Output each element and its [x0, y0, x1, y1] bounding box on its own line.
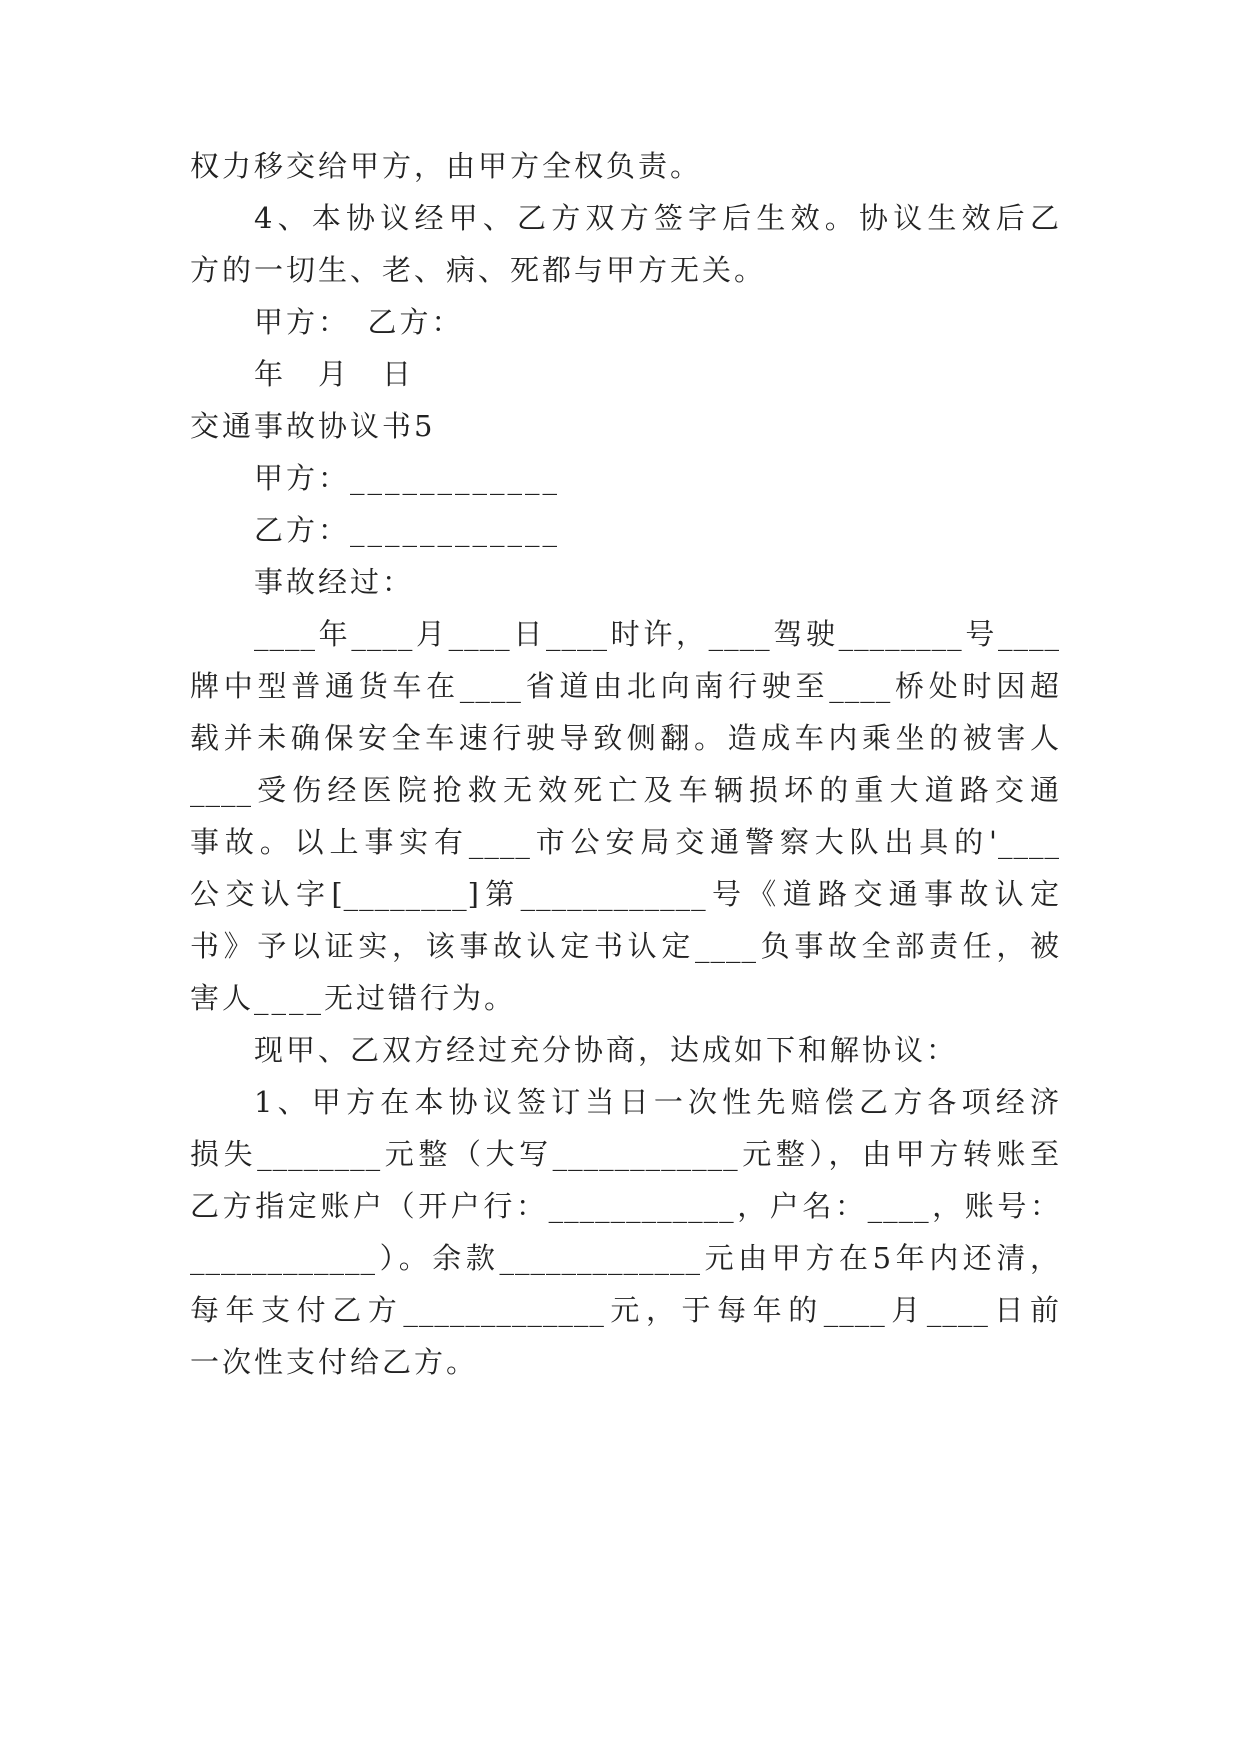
text-line-12: 载并未确保安全车速行驶导致侧翻。造成车内乘坐的被害人 [190, 721, 1060, 755]
date-line: 年 月 日 [254, 357, 415, 391]
text-line-3: 方的一切生、老、病、死都与甲方无关。 [190, 253, 767, 287]
accident-heading: 事故经过： [254, 565, 415, 599]
party-b-line: 乙方：____________ [254, 513, 561, 547]
text-line-10: ____年____月____日____时许，____驾驶________号____ [254, 617, 1060, 651]
text-line-13: ____受伤经医院抢救无效死亡及车辆损坏的重大道路交通 [190, 773, 1060, 807]
party-a-line: 甲方：____________ [254, 461, 561, 495]
text-line-1: 权力移交给甲方，由甲方全权负责。 [190, 149, 703, 183]
text-line-22: ____________）。余款_____________元由甲方在5年内还清， [190, 1241, 1060, 1275]
text-line-15: 公交认字[________]第____________号《道路交通事故认定 [190, 877, 1060, 911]
text-line-2: 4、本协议经甲、乙方双方签字后生效。协议生效后乙 [254, 201, 1060, 235]
text-line-11: 牌中型普通货车在____省道由北向南行驶至____桥处时因超 [190, 669, 1060, 703]
text-line-21: 乙方指定账户（开户行：____________，户名：____，账号： [190, 1189, 1060, 1223]
text-line-19: 1、甲方在本协议签订当日一次性先赔偿乙方各项经济 [254, 1085, 1060, 1119]
text-line-18: 现甲、乙双方经过充分协商，达成如下和解协议： [254, 1033, 959, 1067]
signature-parties-line: 甲方： 乙方： [254, 305, 464, 339]
text-line-23: 每年支付乙方_____________元，于每年的____月____日前 [190, 1293, 1060, 1327]
text-line-17: 害人____无过错行为。 [190, 981, 517, 1015]
text-line-14: 事故。以上事实有____市公安局交通警察大队出具的'____ [190, 825, 1060, 859]
text-line-20: 损失________元整（大写____________元整），由甲方转账至 [190, 1137, 1060, 1171]
section-title: 交通事故协议书5 [190, 409, 436, 443]
text-line-16: 书》予以证实，该事故认定书认定____负事故全部责任，被 [190, 929, 1060, 963]
text-line-24: 一次性支付给乙方。 [190, 1345, 479, 1379]
